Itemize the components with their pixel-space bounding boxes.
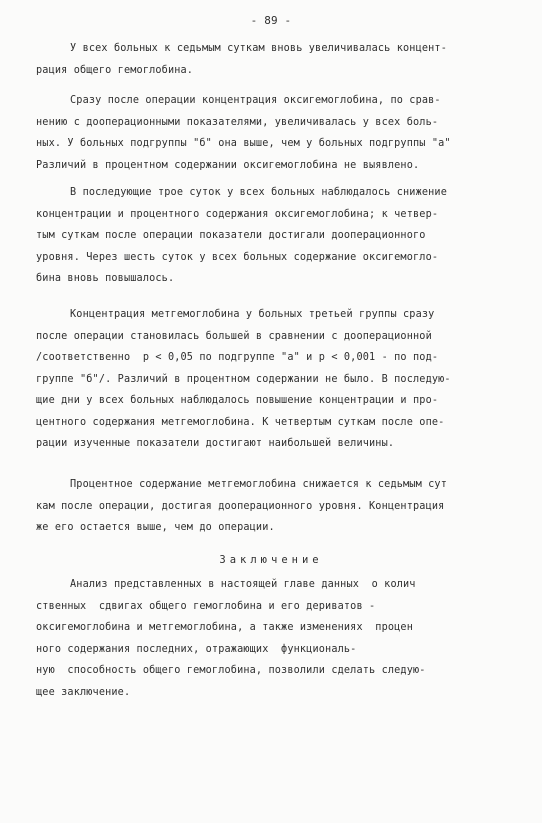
text-line: группе "б"/. Различий в процентном содержании не было. В последую- xyxy=(36,373,451,385)
text-line: Сразу после операции концентрация оксигемоглобина, по срав- xyxy=(70,95,441,106)
text-line: У всех больных к седьмым суткам вновь увеличивалась концент- xyxy=(70,43,448,54)
text-line: тым суткам после операции показатели достигали дооперационного xyxy=(36,230,426,241)
text-line: Анализ представленных в настоящей главе данных о колич xyxy=(70,579,416,590)
paragraph-5 xyxy=(36,474,508,539)
text-line: щее заключение. xyxy=(36,686,131,698)
text-line: рация общего гемоглобина. xyxy=(36,64,194,76)
text-line: рации изученные показатели достигают наибольшей величины. xyxy=(36,438,395,449)
paragraph-1 xyxy=(36,38,508,81)
paragraph-2 xyxy=(36,90,508,176)
text-line: ственных сдвигах общего гемоглобина и его дериватов - xyxy=(36,600,376,612)
text-line: же его остается выше, чем до операции. xyxy=(36,522,275,533)
text-line: уровня. Через шесть суток у всех больных содержание оксигемогло- xyxy=(36,251,439,263)
page-number: - 89 - xyxy=(250,14,292,27)
text-line: щие дни у всех больных наблюдалось повышение концентрации и про- xyxy=(36,395,439,406)
text-line: оксигемоглобина и метгемоглобина, а также изменениях процен xyxy=(36,622,414,633)
text-line: нению с дооперационными показателями, увеличивалась у всех боль- xyxy=(36,116,439,128)
text-line: Концентрация метгемоглобина у больных третьей группы сразу xyxy=(70,309,435,320)
text-line: кам после операции, достигая дооперационного уровня. Концентрация xyxy=(36,500,445,512)
text-line: Процентное содержание метгемоглобина снижается к седьмым сут xyxy=(70,479,448,490)
paragraph-4 xyxy=(36,304,508,455)
section-heading: Заключение xyxy=(219,554,323,566)
text-line: В последующие трое суток у всех больных наблюдалось снижение xyxy=(70,187,448,198)
text-line: ных. У больных подгруппы "б" она выше, чем у больных подгруппы "а" xyxy=(36,138,451,149)
conclusion-paragraph xyxy=(36,574,508,703)
text-line: ную способность общего гемоглобина, позволили сделать следую- xyxy=(36,665,426,676)
text-line: центного содержания метгемоглобина. К четвертым суткам после опе- xyxy=(36,416,445,428)
text-line: ного содержания последних, отражающих функциональ- xyxy=(36,643,357,655)
text-line: бина вновь повышалось. xyxy=(36,273,175,284)
text-line: Различий в процентном содержании оксигемоглобина не выявлено. xyxy=(36,159,420,171)
text-line: после операции становилась большей в сравнении с дооперационной xyxy=(36,330,432,342)
paragraph-3 xyxy=(36,182,508,290)
text-line: /соответственно p < 0,05 по подгруппе "а" и p < 0,001 - по под- xyxy=(36,352,439,363)
text-line: концентрации и процентного содержания оксигемоглобина; к четвер- xyxy=(36,208,439,220)
